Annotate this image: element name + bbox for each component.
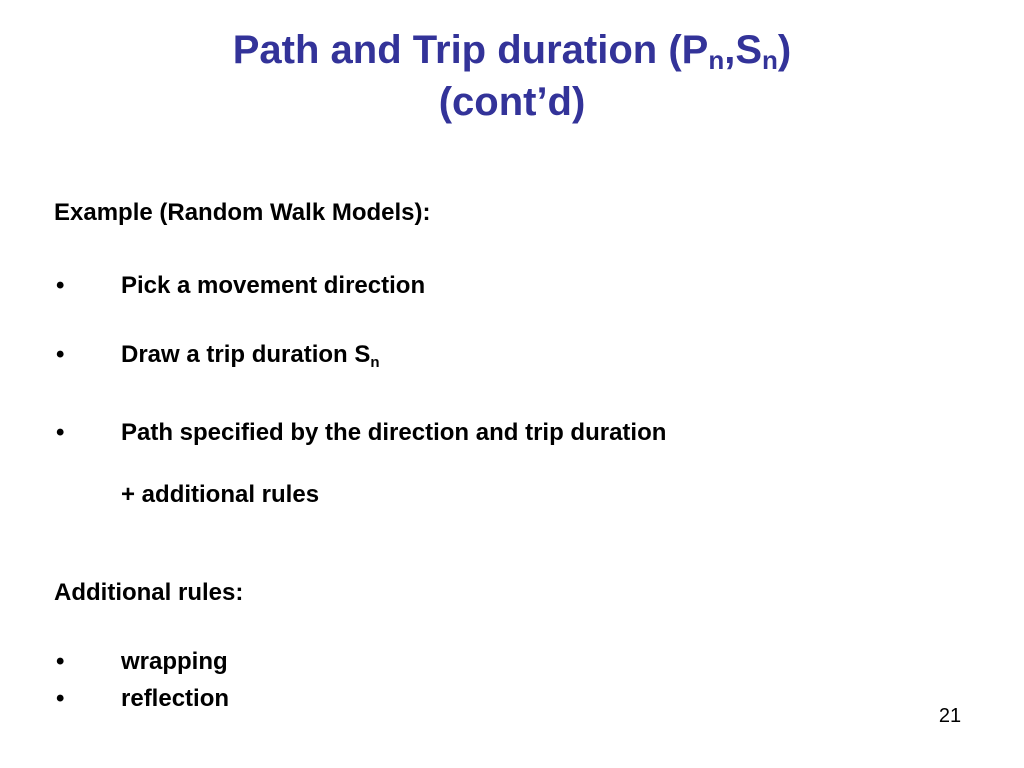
bullet-item-draw-duration — [121, 340, 380, 370]
slide-title — [0, 24, 1024, 128]
draw-duration-subscript: n — [370, 354, 380, 371]
bullet-marker: • — [56, 419, 65, 446]
rule-item-wrapping: wrapping — [121, 648, 228, 675]
title-prefix: Path and Trip duration (P — [232, 28, 709, 72]
example-heading: Example (Random Walk Models): — [54, 199, 431, 226]
bullet-marker: • — [56, 272, 65, 299]
title-subscript-2: n — [762, 45, 778, 75]
title-close: ) — [777, 28, 792, 72]
bullet-marker: • — [56, 685, 65, 712]
page-number: 21 — [938, 705, 962, 727]
bullet-marker: • — [56, 648, 65, 675]
bullet-marker: • — [56, 341, 65, 368]
title-line-1 — [0, 24, 1024, 76]
rule-item-reflection: reflection — [121, 685, 230, 712]
draw-duration-text: Draw a trip duration S — [121, 341, 371, 368]
title-line-2: (cont’d) — [438, 80, 586, 124]
title-subscript-1: n — [708, 45, 725, 75]
title-comma: ,S — [724, 28, 763, 72]
bullet-item-pick-direction: Pick a movement direction — [121, 272, 426, 299]
bullet-item-path-specified: Path specified by the direction and trip duration — [121, 419, 667, 446]
rules-heading: Additional rules: — [54, 579, 244, 606]
bullet-item-continuation: + additional rules — [121, 481, 320, 508]
